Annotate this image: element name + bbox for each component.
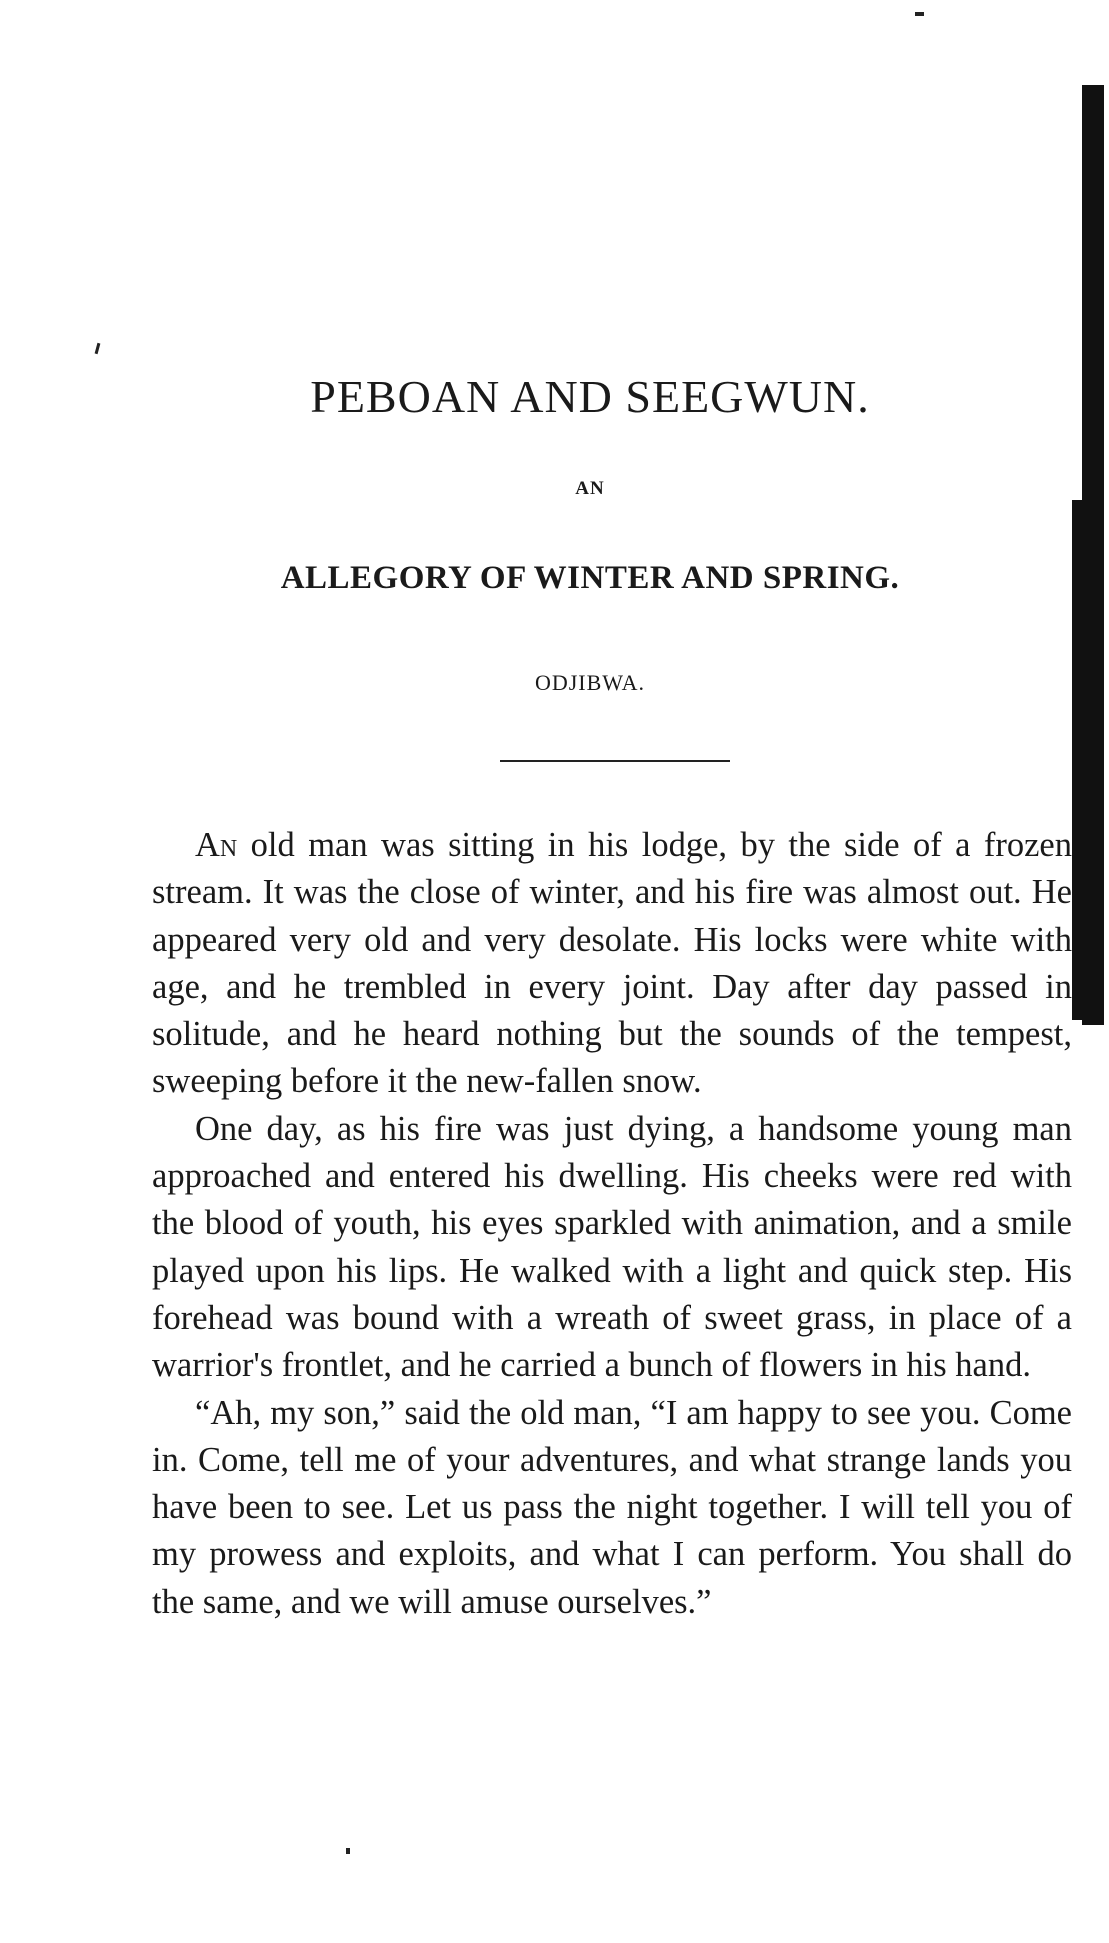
paragraph-text: “Ah, my son,” said the old man, “I am happy to see you. Come in. Come, tell me of your adventures, and what strange lands you have been to see. Let us pass the night together. I will tell you of my prowess and exploits, and what I can perform. You shall do the same, and we will amuse ourselves.” — [152, 1393, 1072, 1621]
scan-edge-shadow — [1072, 500, 1082, 1020]
paragraph-text: old man was sitting in his lodge, by the side of a frozen stream. It was the close of winter, and his fire was almost out. He appeared very old and very desolate. His locks were white with age, and he trembled in every joint. Day after day passed in solitude, and he heard nothing but the sounds of the tempest, sweeping before it the new-fallen snow. — [152, 826, 1072, 1101]
page-subtitle: ALLEGORY OF WINTER AND SPRING. — [280, 560, 900, 596]
scan-speck — [346, 1848, 350, 1854]
scan-speck — [95, 343, 101, 354]
story-body — [152, 822, 1072, 1626]
subtitle-article: AN — [575, 478, 605, 499]
scan-edge-bar — [1082, 85, 1104, 1025]
opening-word: An — [195, 826, 238, 864]
paragraph — [152, 822, 1072, 1106]
section-divider — [500, 760, 730, 762]
tribe-label: ODJIBWA. — [534, 670, 646, 695]
paragraph — [152, 1390, 1072, 1626]
paragraph-text: One day, as his fire was just dying, a handsome young man approached and entered his dwelling. His cheeks were red with the blood of youth, his eyes sparkled with animation, and a smile played upon his lips. He walked with a light and quick step. His forehead was bound with a wreath of sweet grass, in place of a warrior's frontlet, and he carried a bunch of flowers in his hand. — [152, 1109, 1072, 1385]
paragraph — [152, 1106, 1072, 1390]
page-title: PEBOAN AND SEEGWUN. — [310, 371, 870, 422]
scan-speck — [915, 12, 924, 16]
